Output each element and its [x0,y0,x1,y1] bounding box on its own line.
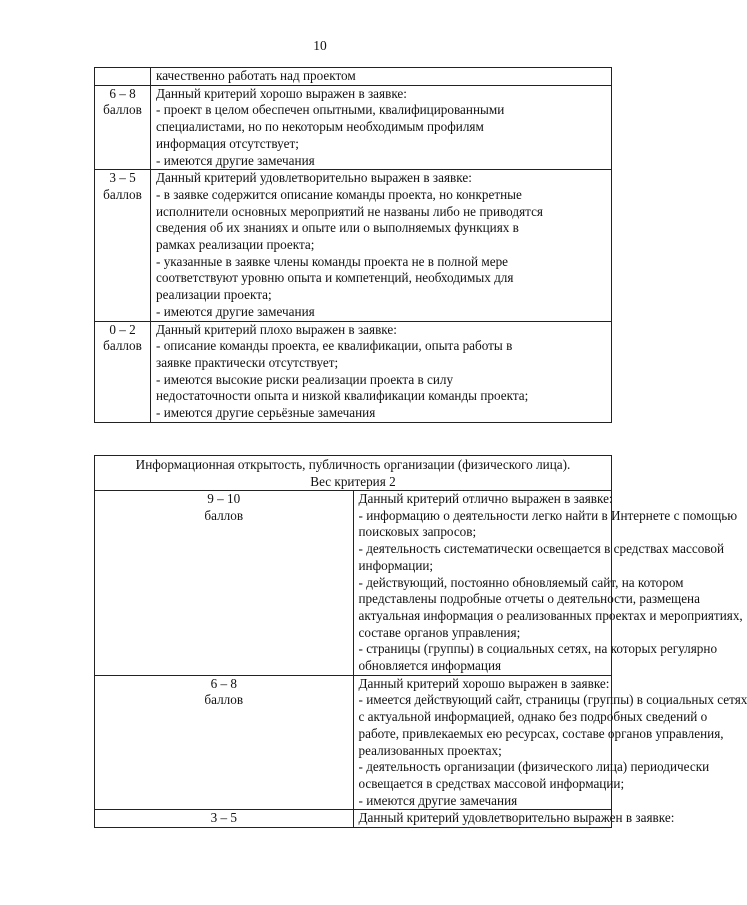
score-text: 0 – 2 [109,321,136,337]
description-line: - информацию о деятельности легко найти в Интернете с помощью [358,507,738,523]
description-line: Данный критерий отлично выражен в заявке: [358,491,613,506]
description-line: Данный критерий плохо выражен в заявке: [156,321,397,337]
page-number: 10 [313,38,327,53]
criterion-title-line: Информационная открытость, публичность организации (физического лица). [135,457,571,472]
score-text: 3 – 5 [210,810,237,826]
score-cell-empty [95,68,151,86]
table-title-row [95,456,612,491]
score-text: баллов [103,102,142,118]
description-line: - указанные в заявке члены команды проекта не в полной мере [156,253,509,269]
description-cell [151,68,612,86]
description-line: недостаточности опыта и низкой квалификации команды проекта; [156,388,529,404]
score-text: 3 – 5 [109,170,136,186]
description-line: - имеются другие замечания [156,303,315,319]
description-line: - действующий, постоянно обновляемый сайт, на котором [358,574,684,590]
description-line: представлены подробные отчеты о деятельности, размещена [358,591,700,607]
description-line: - имеются другие замечания [156,152,315,168]
description-line: - деятельность организации (физического лица) периодически [358,759,710,775]
description-line: специалистами, но по некоторым необходимым профилям [156,119,484,135]
score-cell [95,321,151,422]
table-row [95,810,612,828]
description-line: Данный критерий хорошо выражен в заявке: [156,85,407,101]
description-line: Данный критерий хорошо выражен в заявке: [358,675,610,691]
description-line: соответствуют уровню опыта и компетенций, необходимых для [156,270,514,286]
score-text: баллов [103,338,142,354]
description-line: актуальная информация о реализованных проектах и мероприятиях, [358,607,743,623]
criterion-title [95,456,612,491]
score-cell [95,675,354,810]
description-line: с актуальной информацией, однако без подробных сведений о [358,709,708,725]
description-line: - описание команды проекта, ее квалификации, опыта работы в [156,338,513,354]
description-line: - страницы (группы) в социальных сетях, на которых регулярно [358,641,718,657]
score-text: 9 – 10 [207,491,241,506]
table-row [95,85,612,170]
description-line: Данный критерий удовлетворительно выражен в заявке: [358,810,675,826]
description-line: поисковых запросов; [358,524,477,540]
description-cell [151,170,612,321]
description-line: обновляется информация [358,658,502,674]
criterion-title-line: Вес критерия 2 [310,474,396,489]
description-line: информация отсутствует; [156,135,299,151]
score-text: 6 – 8 [109,85,136,101]
description-line: заявке практически отсутствует; [156,354,339,370]
description-line: - имеется действующий сайт, страницы (группы) в социальных сетях [358,692,747,708]
score-cell [95,170,151,321]
score-text: баллов [204,692,244,708]
score-cell [95,491,354,676]
description-cell [151,85,612,170]
description-line: освещается в средствах массовой информации; [358,775,625,791]
table-row [95,170,612,321]
description-cell [353,675,747,810]
description-line: - имеются другие серьёзные замечания [156,405,376,421]
score-text: баллов [204,507,244,523]
score-cell [95,810,354,828]
description-line: качественно работать над проектом [156,68,356,83]
description-cell [353,491,743,676]
table-row-continuation [95,68,612,86]
score-text: 6 – 8 [210,675,237,691]
description-cell [353,810,675,828]
description-line: Данный критерий удовлетворительно выражен в заявке: [156,170,472,186]
description-line: - деятельность систематически освещается в средствах массовой [358,541,725,557]
table-row [95,491,612,676]
description-line: реализации проекта; [156,287,272,303]
criteria-table-openness [94,455,747,828]
description-line: сведения об их знаниях и опыте или о выполняемых функциях в [156,220,519,236]
table-row [95,321,612,422]
description-cell [151,321,612,422]
description-line: - имеются высокие риски реализации проекта в силу [156,371,454,387]
description-line: составе органов управления; [358,624,521,640]
score-cell [95,85,151,170]
description-line: - проект в целом обеспечен опытными, квалифицированными [156,102,505,118]
description-line: рамках реализации проекта; [156,237,315,253]
table-row [95,675,612,810]
description-line: - имеются другие замечания [358,792,518,808]
description-line: - в заявке содержится описание команды проекта, но конкретные [156,186,522,202]
description-line: работе, привлекаемых ею ресурсах, составе органов управления, [358,725,724,741]
description-line: реализованных проектах; [358,742,502,758]
criteria-table-team [94,67,612,423]
description-line: исполнители основных мероприятий не названы либо не приводятся [156,203,544,219]
score-text: баллов [103,186,142,202]
description-line: информации; [358,557,434,573]
